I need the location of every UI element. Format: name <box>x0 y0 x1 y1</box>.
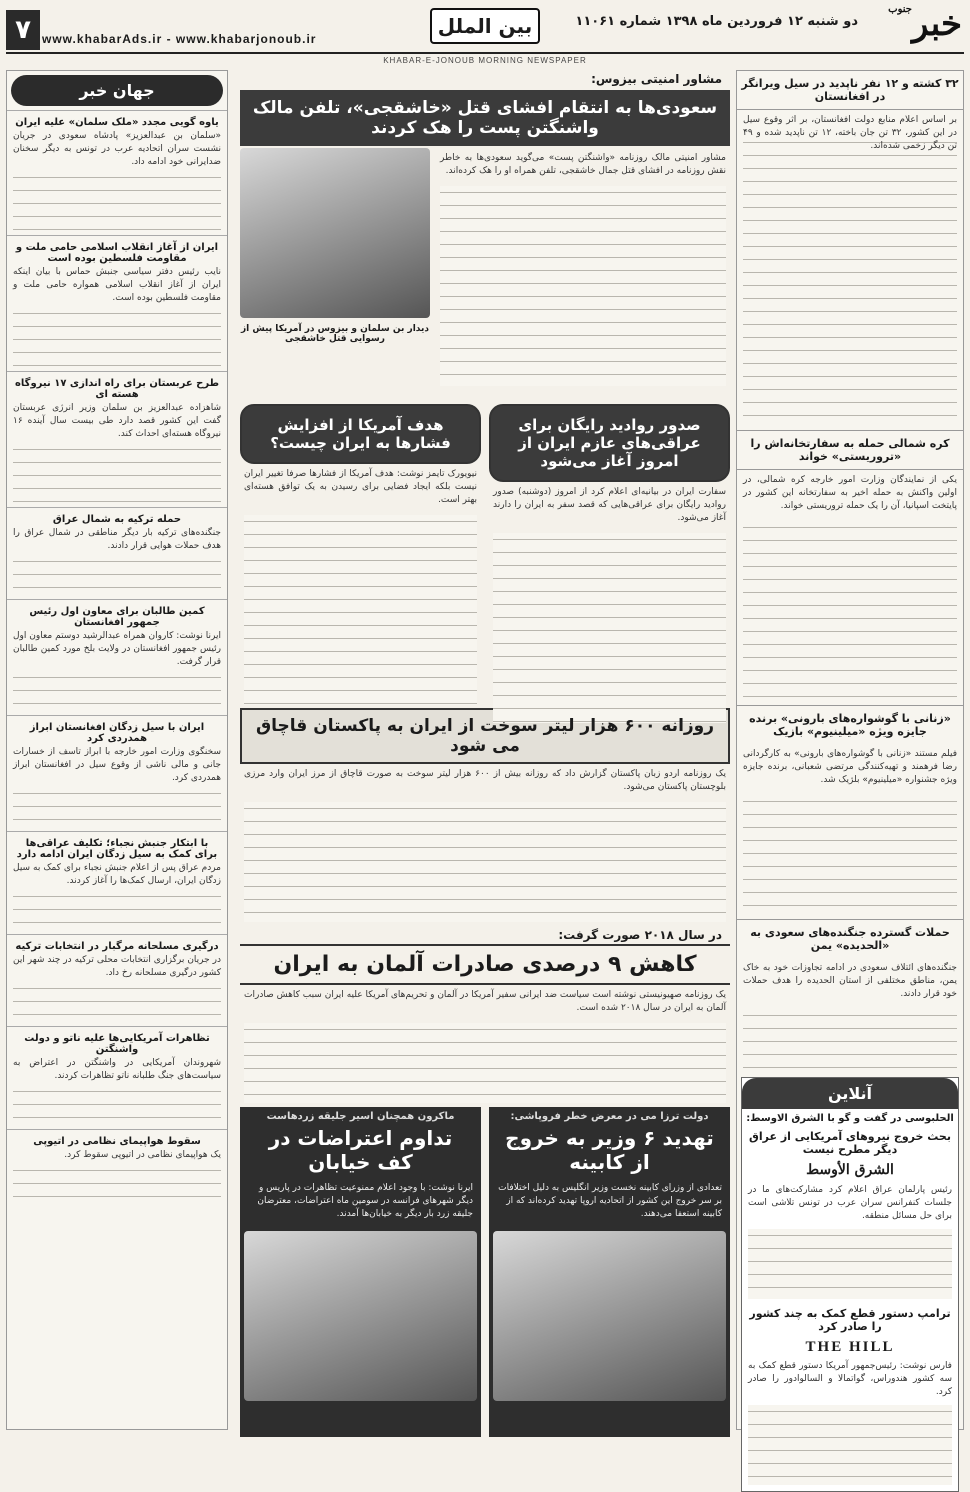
world-news-headline: سقوط هواپیمای نظامی در اتیوپی <box>33 1136 201 1147</box>
online-headline-2: ترامپ دستور قطع کمک به چند کشور را صادر کرد <box>749 1307 951 1333</box>
article-body <box>244 1023 726 1103</box>
photo-theresa-may <box>493 1231 726 1401</box>
world-news-item <box>7 371 227 507</box>
macron-text: ایرنا نوشت: با وجود اعلام ممنوعیت تظاهرات در پاریس و دیگر شهرهای فرانسه در سومین ماه اعتراضات، معترضان جلیقه زرد بار دیگر به خیابان‌ها آمدند. <box>257 1183 473 1219</box>
may-headline: تهدید ۶ وزیر به خروج از کابینه <box>505 1126 714 1174</box>
article-body <box>244 515 477 705</box>
headline-yemen: حملات گسترده جنگنده‌های سعودی به «الحدیده» یمن <box>737 919 963 958</box>
world-news-headline: ایران با سیل زدگان افغانستان ابراز همدردی کرد <box>29 722 205 744</box>
world-news-item <box>7 110 227 235</box>
world-news-headline: یاوه گویی مجدد «ملک سلمان» علیه ایران <box>15 117 219 128</box>
online-title: آنلاین <box>742 1078 958 1109</box>
article-body <box>13 443 221 503</box>
text-film-award: فیلم مستند «زنانی با گوشواره‌های بارونی» به کارگردانی رضا فرهمند و تهیه‌کنندگی مرتضی شعبانی، برنده جایزه ویژه جشنواره «میلینیوم» بلژیک شد. <box>743 749 957 785</box>
logo-text: خبر <box>911 4 962 44</box>
newspaper-logo <box>888 4 962 44</box>
world-news-item <box>7 1026 227 1129</box>
world-news-headline: کمین طالبان برای معاون اول رئیس جمهور افغانستان <box>29 606 205 628</box>
online-headline-1: بحث خروج نیروهای آمریکایی از عراق دیگر مطرح نیست <box>749 1130 951 1156</box>
article-body <box>13 1164 221 1204</box>
world-news-title: جهان خبر <box>11 75 223 106</box>
may-text: تعدادی از وزرای کابینه نخست وزیر انگلیس به دلیل اختلافات بر سر خروج این کشور از اتحادیه اروپا تهدید کرده‌اند که از کابینه استعفا می‌دهند. <box>498 1183 722 1219</box>
photo-bezos <box>240 148 430 318</box>
world-news-item <box>7 235 227 371</box>
article-body <box>743 136 957 426</box>
world-news-text: سخنگوی وزارت امور خارجه با ابراز تاسف از خسارات جانی و مالی ناشی از وقوع سیل در افغانستان ابراز همدردی کرد. <box>13 747 221 783</box>
text-yemen: جنگنده‌های ائتلاف سعودی در ادامه تجاوزات خود به خاک یمن، مناطق مختلفی از استان الحدیده را هدف حملات خود قرار دادند. <box>743 963 957 999</box>
page-number: ۷ <box>6 10 40 50</box>
story-right <box>489 404 730 704</box>
world-news-text: شاهزاده عبدالعزیز بن سلمان وزیر انرژی عربستان گفت این کشور قصد دارد طی بیست سال آینده ۱۶ نیروگاه هسته‌ای احداث کند. <box>13 403 221 439</box>
fuel-headline: روزانه ۶۰۰ هزار لیتر سوخت از ایران به پاکستان قاچاق می شود <box>240 708 730 764</box>
world-news-text: جنگنده‌های ترکیه بار دیگر مناطقی در شمال عراق را هدف حملات هوایی قرار دادند. <box>13 528 221 551</box>
article-body <box>13 787 221 827</box>
article-body <box>13 307 221 367</box>
article-body <box>13 1085 221 1125</box>
world-news-headline: درگیری مسلحانه مرگبار در انتخابات ترکیه <box>15 941 219 952</box>
logo-sub: جنوب <box>888 4 912 15</box>
online-intro: الحلبوسی در گفت و گو با الشرق الاوسط: <box>746 1113 954 1124</box>
right-column <box>736 70 964 1430</box>
article-body <box>743 795 957 915</box>
article-body <box>748 1229 952 1299</box>
issue-date: دو شنبه ۱۲ فروردین ماه ۱۳۹۸ شماره ۱۱۰۶۱ <box>575 14 858 29</box>
online-text-2: فارس نوشت: رئیس‌جمهور آمریکا دستور قطع کمک به سه کشور هندوراس، گواتمالا و السالوادور را صادر کرد. <box>748 1361 952 1397</box>
story-left <box>240 404 481 704</box>
article-body <box>748 1405 952 1485</box>
macron-kicker: ماکرون همچنان اسیر جلیقه زردهاست <box>266 1111 455 1122</box>
world-news-headline: تظاهرات آمریکایی‌ها علیه ناتو و دولت واشنگتن <box>24 1033 210 1055</box>
world-news-text: در جریان برگزاری انتخابات محلی ترکیه در چند شهر این کشور درگیری مسلحانه رخ داد. <box>13 955 221 978</box>
article-body <box>13 982 221 1022</box>
world-news-headline: با ابتکار جنبش نجباء؛ تکلیف عراقی‌ها برای کمک به سیل زدگان ایران ادامه دارد <box>16 838 218 860</box>
article-body <box>743 521 957 701</box>
article-body <box>493 533 726 723</box>
main-text: مشاور امنیتی مالک روزنامه «واشنگتن پست» می‌گوید سعودی‌ها به خاطر نقش روزنامه در افشای قتل جمال خاشقجی، تلفن همراه او را هک کرده‌اند. <box>440 153 726 176</box>
text-afghan-flood: بر اساس اعلام منابع دولت افغانستان، بر اثر وقوع سیل در این کشور، ۳۲ تن جان باخته، ۱۲ تن ناپدید شده و ۴۹ تن دیگر زخمی شده‌اند. <box>743 115 957 151</box>
visa-text: سفارت ایران در بیانیه‌ای اعلام کرد از امروز (دوشنبه) صدور روادید رایگان برای عراقی‌هایی که قصد سفر به ایران را دارند آغاز می‌شود. <box>493 487 726 523</box>
photo-macron <box>244 1231 477 1401</box>
world-news-text: ایرنا نوشت: کاروان همراه عبدالرشید دوستم معاون اول رئیس جمهور افغانستان در ولایت بلخ مورد کمین طالبان قرار گرفت. <box>13 631 221 667</box>
us-iran-text: نیویورک تایمز نوشت: هدف آمریکا از فشارها صرفا تغییر ایران نیست بلکه ایجاد فضایی برای رسیدن به یک توافق هسته‌ای بهتر است. <box>244 469 477 505</box>
online-section <box>741 1077 959 1492</box>
main-kicker: مشاور امنیتی بیزوس: <box>591 72 722 86</box>
world-news-headline: حمله ترکیه به شمال عراق <box>52 514 182 525</box>
world-news-text: «سلمان بن عبدالعزیز» پادشاه سعودی در جریان نشست سران اتحادیه عرب در تونس به دیگر سخنان ضدایرانی خود ادامه داد. <box>13 131 221 167</box>
article-body <box>13 171 221 231</box>
may-kicker: دولت ترزا می در معرض خطر فروپاشی: <box>510 1111 709 1122</box>
world-news-item <box>7 1129 227 1208</box>
world-news-list <box>7 110 227 1208</box>
visa-headline: صدور روادید رایگان برای عراقی‌های عازم ایران از امروز آغاز می‌شود <box>489 404 730 482</box>
article-body <box>13 671 221 711</box>
website-url[interactable]: www.khabarAds.ir - www.khabarjonoub.ir <box>42 32 317 46</box>
left-column <box>6 70 228 1430</box>
main-story <box>240 148 730 398</box>
main-photo-area <box>240 148 430 398</box>
world-news-item <box>7 599 227 715</box>
world-news-item <box>7 934 227 1026</box>
world-news-item <box>7 715 227 831</box>
german-kicker: در سال ۲۰۱۸ صورت گرفت: <box>558 928 722 942</box>
section-title: بین الملل <box>430 8 540 44</box>
macron-headline: تداوم اعتراضات در کف خیابان <box>268 1126 453 1174</box>
us-iran-headline: هدف آمریکا از افزایش فشارها به ایران چیست؟ <box>240 404 481 464</box>
article-body <box>244 802 726 922</box>
photo-caption: دیدار بن سلمان و بیزوس در آمریکا پیش از رسوایی قتل خاشقجی <box>241 324 429 344</box>
macron-story <box>240 1107 481 1437</box>
bottom-stories <box>240 1107 730 1437</box>
world-news-text: شهروندان آمریکایی در واشنگتن در اعتراض به سیاست‌های جنگ طلبانه ناتو تظاهرات کردند. <box>13 1058 221 1081</box>
article-body <box>13 890 221 930</box>
world-news-text: مردم عراق پس از اعلام جنبش نجباء برای کمک به سیل زدگان ایران، ارسال کمک‌ها را آغاز کردند. <box>13 863 221 886</box>
german-text: یک روزنامه صهیونیستی نوشته است سیاست ضد ایرانی سفیر آمریکا در آلمان و تحریم‌های آمریکا علیه ایران سبب کاهش صادرات آلمان به ایران در سال ۲۰۱۸ شده است. <box>244 990 726 1013</box>
article-body <box>743 1009 957 1069</box>
world-news-headline: طرح عربستان برای راه اندازی ۱۷ نیروگاه هسته ای <box>14 378 220 400</box>
world-news-item <box>7 507 227 599</box>
main-text-col <box>436 148 730 398</box>
center-column <box>240 70 730 1430</box>
world-news-headline: ایران از آغاز انقلاب اسلامی حامی ملت و مقاومت فلسطین بوده است <box>15 242 219 264</box>
english-masthead: KHABAR-E-JONOUB MORNING NEWSPAPER <box>383 56 587 65</box>
may-story <box>489 1107 730 1437</box>
headline-film-award: «زنانی با گوشواره‌های بارونی» برنده جایزه ویژه «میلینیوم» بازیک <box>737 705 963 744</box>
headline-north-korea: کره شمالی حمله به سفارتخانه‌اش را «تروریستی» خواند <box>737 430 963 470</box>
world-news-item <box>7 831 227 934</box>
the-hill-logo: THE HILL <box>805 1339 895 1355</box>
german-headline: کاهش ۹ درصدی صادرات آلمان به ایران <box>240 944 730 985</box>
main-headline: سعودی‌ها به انتقام افشای قتل «خاشقجی»، تلفن مالک واشنگتن پست را هک کردند <box>240 90 730 146</box>
text-north-korea: یکی از نمایندگان وزارت امور خارجه کره شمالی، در اولین واکنش به حمله اخیر به سفارتخانه این کشور در پایتخت اسپانیا، آن را یک حمله تروریستی خواند. <box>743 475 957 511</box>
two-stories <box>240 404 730 704</box>
article-body <box>13 555 221 595</box>
world-news-text: نایب رئیس دفتر سیاسی جنبش حماس با بیان اینکه ایران از آغاز انقلاب اسلامی همواره حامی ملت و مقاومت فلسطین بوده است. <box>13 267 221 303</box>
world-news-text: یک هواپیمای نظامی در اتیوپی سقوط کرد. <box>64 1150 221 1160</box>
headline-afghan-flood: ۳۲ کشته و ۱۲ نفر ناپدید در سیل ویرانگر در افغانستان <box>737 71 963 110</box>
asharq-logo: الشرق الأوسط <box>806 1162 894 1178</box>
fuel-text: یک روزنامه اردو زبان پاکستان گزارش داد که روزانه بیش از ۶۰۰ هزار لیتر سوخت به صورت قاچاق از مرز ایران وارد مرزی بلوچستان پاکستان می‌شود. <box>244 769 726 792</box>
online-text-1: رئیس پارلمان عراق اعلام کرد مشارکت‌های ما در جلسات کنفرانس سران عرب در تونس تلاشی است برای حل مسائل منطقه. <box>748 1185 952 1221</box>
article-body <box>440 186 726 386</box>
